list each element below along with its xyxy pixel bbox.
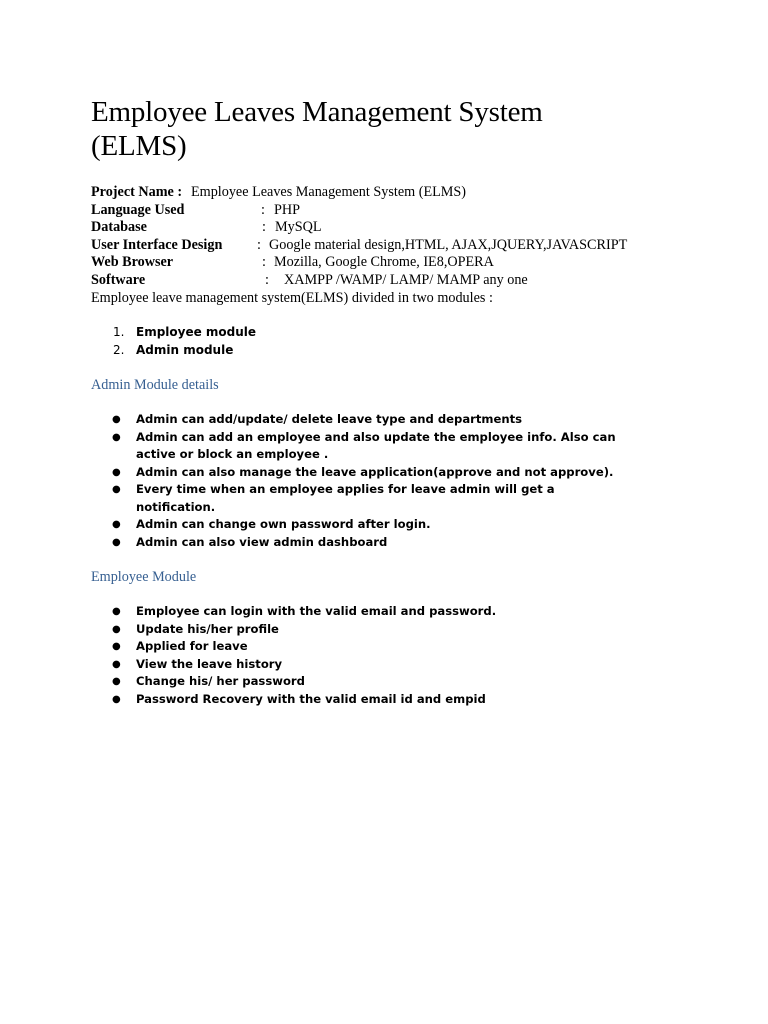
list-item: [91, 411, 691, 429]
spec-row-web-browser: [91, 254, 691, 272]
spec-row-database: [91, 219, 691, 237]
spec-label: User Interface Design: [91, 236, 223, 253]
list-item-text: Applied for leave: [136, 639, 248, 654]
spec-row-project-name: [91, 184, 691, 202]
spec-row-language: [91, 202, 691, 220]
spec-label: Project Name :: [91, 184, 183, 200]
spec-value: PHP: [274, 201, 301, 218]
list-item-text: Admin can also manage the leave application(approve and not approve).: [136, 464, 614, 479]
list-item: [91, 621, 691, 639]
list-item: [91, 464, 691, 482]
title-line-2: (ELMS): [91, 130, 187, 162]
list-item: [91, 638, 691, 656]
list-item-text: Update his/her profile: [136, 621, 279, 636]
modules-list: [91, 324, 691, 359]
list-item-text: View the leave history: [136, 656, 283, 671]
bullet-icon: ●: [112, 623, 121, 635]
spec-label: Web Browser: [91, 254, 174, 271]
list-item: [91, 534, 691, 552]
list-item-text: Change his/ her password: [136, 674, 305, 689]
spec-label: Language Used: [91, 201, 185, 218]
list-item-text: Admin can change own password after login.: [136, 517, 431, 532]
admin-section-heading: Admin Module details: [91, 377, 219, 394]
bullet-icon: ●: [112, 606, 121, 618]
list-item-text: Admin can also view admin dashboard: [136, 534, 388, 549]
admin-features-list: [91, 411, 691, 551]
list-number: 1.: [113, 325, 125, 340]
list-item-text: Every time when an employee applies for leave admin will get a notification.: [136, 482, 555, 514]
bullet-icon: ●: [112, 519, 121, 531]
document-title: [91, 95, 691, 163]
list-item-label: Admin module: [136, 342, 234, 357]
list-item-text: Admin can add an employee and also update the employee info. Also can active or block an employee .: [136, 429, 616, 462]
bullet-icon: ●: [112, 641, 121, 653]
list-item: [91, 324, 691, 342]
bullet-icon: ●: [112, 693, 121, 705]
list-item-text: Password Recovery with the valid email id and empid: [136, 691, 486, 706]
document-page: [91, 95, 691, 708]
spec-row-software: [91, 272, 691, 290]
bullet-icon: ●: [112, 536, 121, 548]
employee-features-list: [91, 603, 691, 708]
list-item: [91, 603, 691, 621]
spec-label: Software: [91, 271, 146, 288]
list-item: [91, 481, 691, 516]
employee-section-heading: Employee Module: [91, 569, 197, 586]
bullet-icon: ●: [112, 466, 121, 478]
spec-value: Mozilla, Google Chrome, IE8,OPERA: [274, 254, 494, 271]
list-number: 2.: [113, 342, 125, 357]
project-specs: [91, 184, 691, 290]
list-item: [91, 673, 691, 691]
bullet-icon: ●: [112, 431, 121, 443]
spec-label: Database: [91, 219, 147, 236]
spec-value: Google material design,HTML, AJAX,JQUERY,JAVASCRIPT: [269, 236, 628, 253]
bullet-icon: ●: [112, 414, 121, 426]
spec-separator: :: [261, 201, 265, 218]
list-item-text: Employee can login with the valid email and password.: [136, 604, 497, 619]
spec-value: XAMPP /WAMP/ LAMP/ MAMP any one: [284, 271, 528, 288]
list-item-label: Employee module: [136, 325, 257, 340]
list-item-text: Admin can add/update/ delete leave type and departments: [136, 412, 523, 427]
spec-separator: :: [265, 271, 269, 288]
list-item: [91, 429, 691, 464]
spec-row-ui-design: [91, 237, 691, 255]
spec-value: MySQL: [275, 219, 322, 236]
spec-value: Employee Leaves Management System (ELMS): [191, 184, 467, 200]
bullet-icon: ●: [112, 676, 121, 688]
list-item: [91, 516, 691, 534]
list-item: [91, 691, 691, 709]
bullet-icon: ●: [112, 658, 121, 670]
spec-separator: :: [262, 219, 266, 236]
spec-separator: :: [257, 236, 261, 253]
list-item: [91, 656, 691, 674]
modules-intro: Employee leave management system(ELMS) divided in two modules :: [91, 289, 493, 306]
title-line-1: Employee Leaves Management System: [91, 96, 543, 128]
list-item: [91, 342, 691, 360]
bullet-icon: ●: [112, 484, 121, 496]
spec-separator: :: [262, 254, 266, 271]
